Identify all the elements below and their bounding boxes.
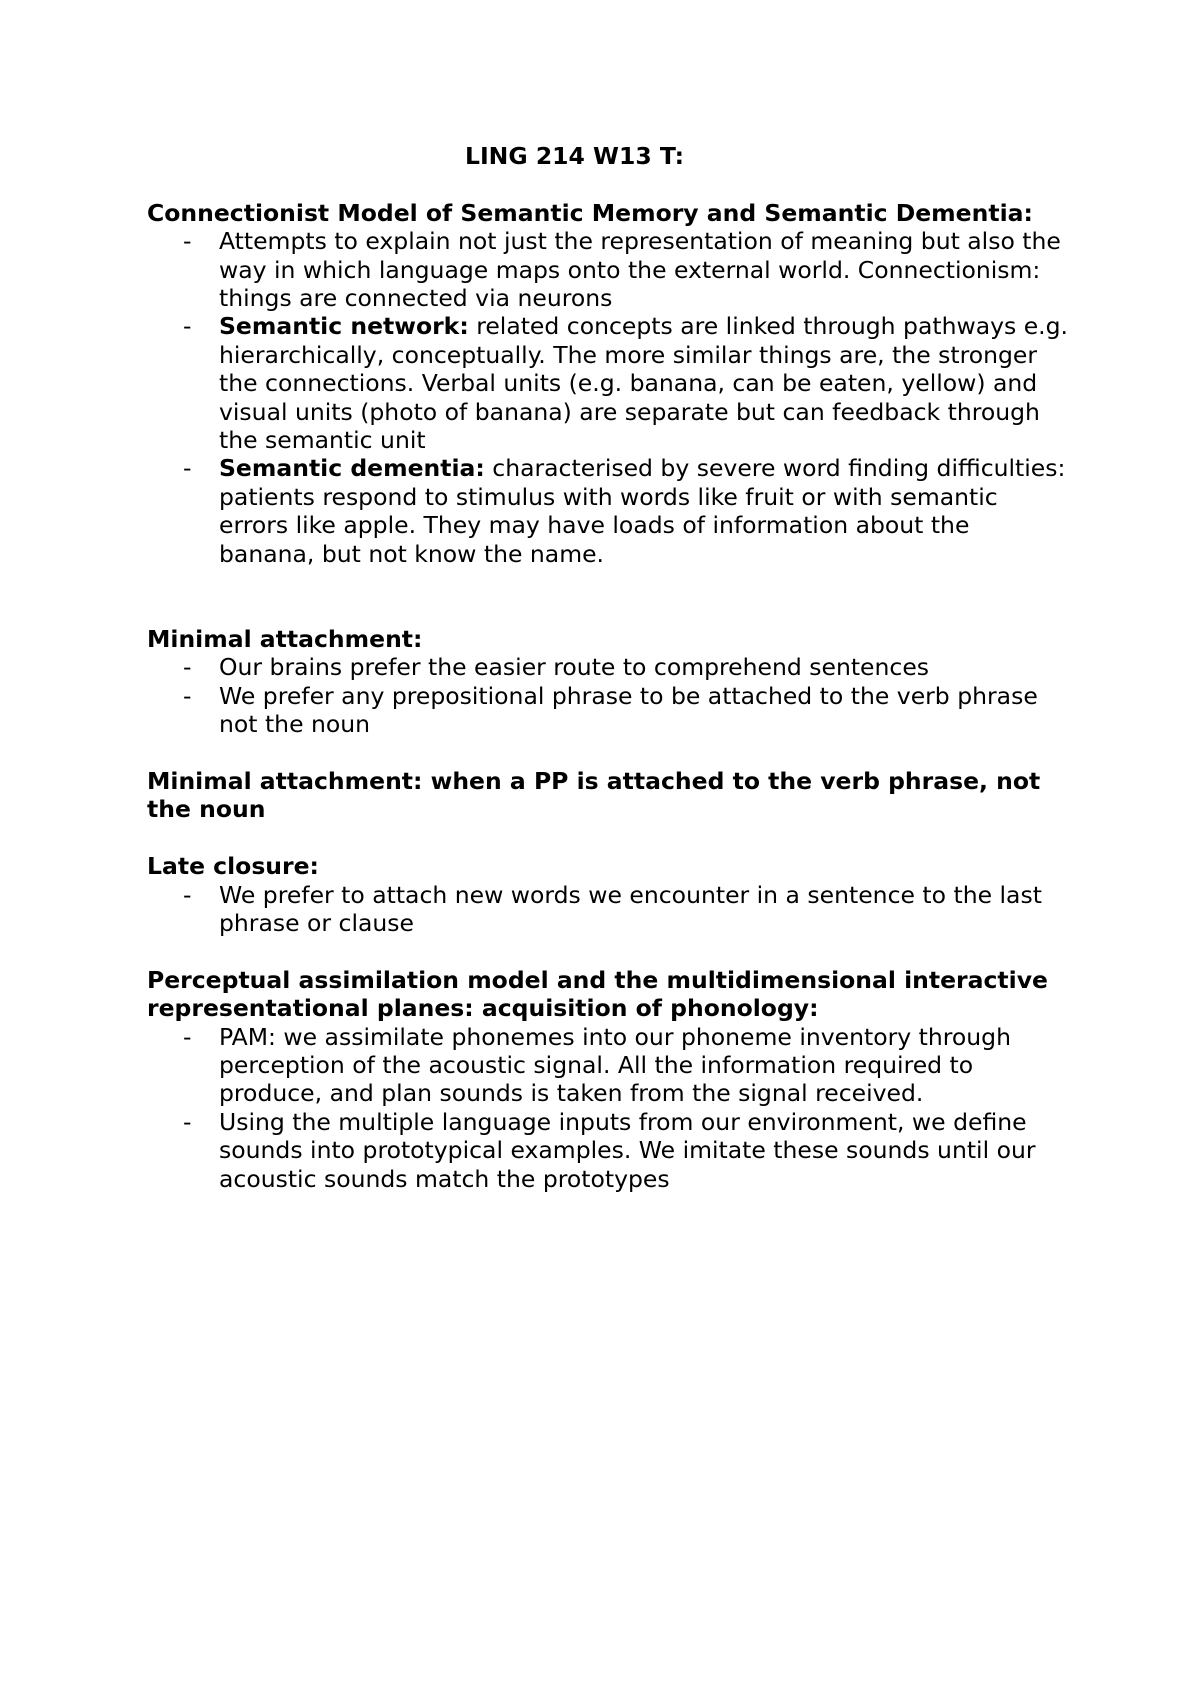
list-item [147, 312, 1072, 454]
bullet-label: Semantic network: [219, 312, 469, 341]
bullet-list [147, 227, 1072, 568]
list-item [147, 653, 1072, 681]
bullet-marker: - [183, 454, 192, 483]
spacer [147, 937, 1072, 965]
spacer [147, 824, 1072, 852]
list-item [147, 1108, 1072, 1193]
list-item [147, 881, 1072, 938]
bullet-marker: - [183, 681, 192, 710]
bullet-marker: - [183, 312, 192, 341]
bullet-text: Attempts to explain not just the representation of meaning but also the way in which language maps onto the external world. Connectionism: things are connected via neurons [219, 227, 1061, 313]
bullet-text: characterised by severe word finding difficulties: patients respond to stimulus with words like fruit or with semantic errors like apple. They may have loads of information about the banana, but not know the name. [219, 454, 1066, 568]
section-heading: Minimal attachment: when a PP is attached to the verb phrase, not the noun [147, 766, 1041, 824]
list-item [147, 682, 1072, 739]
bullet-text: We prefer to attach new words we encounter in a sentence to the last phrase or clause [219, 880, 1042, 937]
spacer [147, 739, 1072, 767]
bullet-list [147, 653, 1072, 738]
bullet-list [147, 1023, 1072, 1193]
bullet-marker: - [183, 1107, 192, 1136]
section-heading: Minimal attachment: [147, 624, 423, 653]
bullet-list [147, 881, 1072, 938]
section-late-closure [147, 852, 1072, 937]
document-page [147, 142, 1072, 1193]
bullet-marker: - [183, 653, 192, 682]
bullet-text: Using the multiple language inputs from our environment, we define sounds into prototypical examples. We imitate these sounds until our acoustic sounds match the prototypes [219, 1107, 1036, 1193]
section-heading: Late closure: [147, 852, 319, 881]
bullet-marker: - [183, 880, 192, 909]
section-minimal-attachment-definition [147, 767, 1072, 824]
section-perceptual-assimilation [147, 966, 1072, 1193]
bullet-marker: - [183, 227, 192, 256]
section-minimal-attachment [147, 625, 1072, 739]
section-heading: Connectionist Model of Semantic Memory and Semantic Dementia: [147, 198, 1033, 227]
bullet-text: related concepts are linked through pathways e.g. hierarchically, conceptually. The more similar things are, the stronger the connections. Verbal units (e.g. banana, can be eaten, yellow) and visual units (photo of banana) are separate but can feedback through the semantic unit [219, 312, 1069, 455]
spacer [147, 568, 1072, 625]
bullet-text: PAM: we assimilate phonemes into our phoneme inventory through perception of the acoustic signal. All the information required to produce, and plan sounds is taken from the signal received. [219, 1022, 1011, 1108]
bullet-text: Our brains prefer the easier route to comprehend sentences [219, 653, 930, 682]
list-item [147, 227, 1072, 312]
bullet-label: Semantic dementia: [219, 454, 485, 483]
document-title: LING 214 W13 T: [464, 142, 685, 170]
list-item [147, 454, 1072, 568]
bullet-text: We prefer any prepositional phrase to be attached to the verb phrase not the noun [219, 681, 1038, 739]
section-heading: Perceptual assimilation model and the multidimensional interactive representational planes: acquisition of phonology: [147, 965, 1048, 1023]
list-item [147, 1023, 1072, 1108]
section-connectionist-model [147, 199, 1072, 568]
bullet-marker: - [183, 1022, 192, 1051]
